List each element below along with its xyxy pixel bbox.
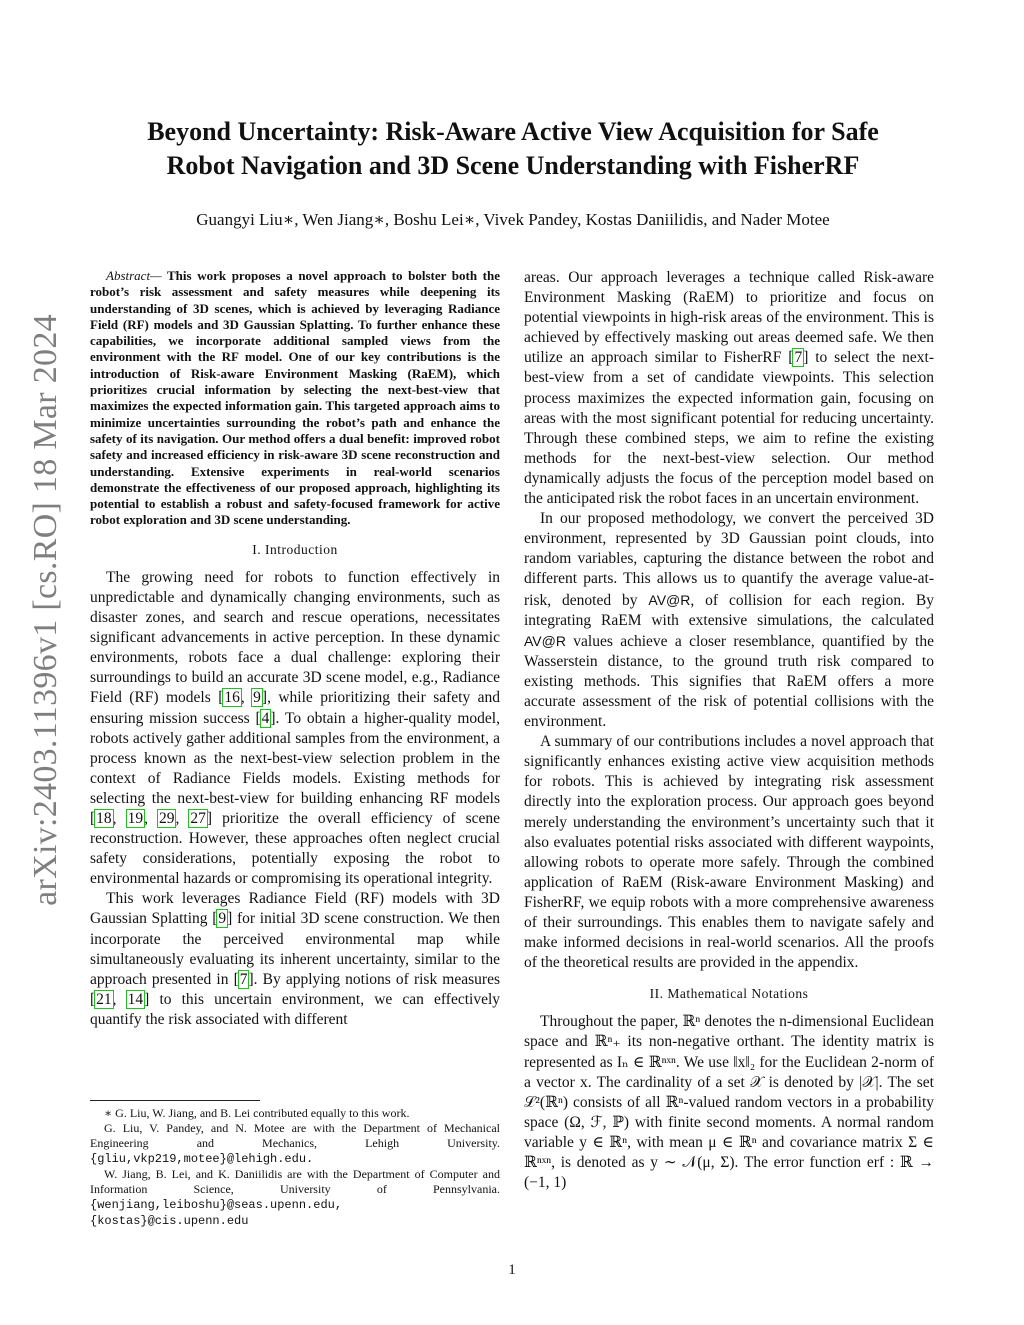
section-heading-introduction: I. Introduction [252, 541, 338, 557]
footnotes [90, 1106, 500, 1229]
footnote-upenn [90, 1167, 500, 1229]
citation-link[interactable]: 29 [158, 809, 175, 827]
text-run: In our proposed methodology, we convert the perceived 3D environment, represented by 3D Gaussian point clouds, into random variables, capturing the distance between the robot and different parts. This allows us to quantify the average value-at-risk, denoted by [524, 510, 934, 609]
footnote-lehigh [90, 1121, 500, 1167]
text-run: ]. To obtain a higher-quality model, robots actively gather additional samples from the environment, a process known as the next-best-view selection problem in the context of Radiance Fields models. Existing methods for selecting the next-best-view for building enhancing RF models [ [90, 709, 500, 827]
text-run: W. Jiang, B. Lei, and K. Daniilidis are with the Department of Computer and Information Science, University of Pennsylvania. [90, 1167, 500, 1196]
citation-link[interactable]: 21 [96, 990, 112, 1008]
text-run: , of collision for each region. By integrating RaEM with extensive simulations, the calculated [524, 591, 934, 629]
right-paragraph-3: A summary of our contributions includes a novel approach that significantly enhances existing active view acquisition methods for robots. This is achieved by integrating risk assessment directly into the exploration process. Our approach goes beyond merely understanding the environment’s uncertainty such that it also evaluates potential risks associated with different waypoints, allowing robots to operate more safely. Through the combined application of RaEM (Risk-aware Environment Masking) and FisherRF, we equip robots with a more comprehensive awareness of their surroundings. This enables them to navigate safely and make informed decisions in real-world scenarios. All the proofs of the theoretical results are provided in the appendix. [524, 733, 934, 972]
email-cis[interactable]: {kostas}@cis.upenn.edu [90, 1214, 249, 1228]
section-heading-math: II. Mathematical Notations [649, 986, 809, 1002]
citation-link[interactable]: 18 [96, 809, 112, 827]
right-column [524, 268, 934, 1193]
citation-link[interactable]: 9 [253, 689, 261, 707]
citation-link[interactable]: 7 [794, 349, 803, 367]
citation-link[interactable]: 16 [224, 689, 240, 707]
right-paragraph-1 [524, 268, 934, 509]
text-run: ], while prioritizing their safety and ensuring mission success [ [90, 689, 500, 727]
page-number: 1 [508, 1262, 516, 1278]
citation-link[interactable]: 7 [239, 970, 248, 988]
citation-link[interactable]: 9 [218, 910, 227, 928]
abstract-lead: Abstract— [106, 268, 162, 283]
footnote-divider [90, 1100, 260, 1101]
citation-link[interactable]: 14 [127, 990, 144, 1008]
abstract [90, 268, 500, 529]
citation-link[interactable]: 19 [127, 809, 144, 827]
math-paragraph-1: Throughout the paper, ℝⁿ denotes the n-dimensional Euclidean space and ℝⁿ₊ its non-negative orthant. The identity matrix is represented as Iₙ ∈ ℝⁿˣⁿ. We use ‖x‖₂ for the Euclidean 2-norm of a vector x. The cardinality of a set 𝒳 is denoted by |𝒳|. The set ℒ²(ℝⁿ) consists of all ℝⁿ-valued random vectors in a probability space (Ω, ℱ, ℙ) with finite second moments. A normal random variable y ∈ ℝⁿ, with mean μ ∈ ℝⁿ and covariance matrix Σ ∈ ℝⁿˣⁿ, is denoted as y ∼ 𝒩(μ, Σ). The error function erf : ℝ → (−1, 1) [524, 1013, 934, 1192]
title-line-1: Beyond Uncertainty: Risk-Aware Active View Acquisition for Safe [147, 117, 879, 146]
citation-link[interactable]: 4 [261, 709, 270, 727]
text-run: areas. Our approach leverages a technique called Risk-aware Environment Masking (RaEM) to prioritize and focus on potential viewpoints in high-risk areas of the environment. This is achieved by effectively masking out areas deemed safe. We then utilize an approach similar to FisherRF [ [524, 269, 934, 367]
left-column [90, 268, 500, 1030]
avr-symbol: AV@R [648, 591, 691, 608]
citation-link[interactable]: 27 [190, 809, 206, 827]
arxiv-sidebar [16, 260, 76, 960]
right-paragraph-2 [524, 509, 934, 732]
title-line-2: Robot Navigation and 3D Scene Understanding with FisherRF [166, 151, 860, 180]
text-run: The growing need for robots to function effectively in unpredictable and dynamically changing environments, such as disaster zones, and search and rescue operations, necessitates significant advancements in active perception. In these dynamic environments, robots face a dual challenge: exploring their surroundings to build an accurate 3D scene model, e.g., Radiance Field (RF) models [90, 568, 500, 707]
text-run: ] to this uncertain environment, we can effectively quantify the risk associated with different [90, 990, 501, 1028]
avr-symbol: AV@R [524, 632, 566, 649]
text-run: This work leverages Radiance Field (RF) models with 3D Gaussian Splatting [ [90, 890, 500, 928]
text-run: ] prioritize the overall efficiency of scene reconstruction. However, these approaches often neglect crucial safety considerations, potentially exposing the robot to environmental hazards or compromising its operational integrity. [90, 809, 501, 888]
text-run: ] to select the next-best-view from a set of candidate viewpoints. This selection process maximizes the expected information gain, focusing on areas with the most significant potential for reducing uncertainty. Through these combined steps, we aim to refine the existing methods for the next-best-view selection. Our method dynamically adjusts the focus of the perception model based on the anticipated risk the robot faces in an uncertain environment. [524, 349, 934, 508]
email-seas[interactable]: {wenjiang,leiboshu}@seas.upenn.edu, [90, 1198, 343, 1212]
paper-title [100, 115, 926, 183]
abstract-text: This work proposes a novel approach to bolster both the robot’s risk assessment and safety measures while deepening its understanding of 3D scenes, which is achieved by leveraging Radiance Field (RF) models and 3D Gaussian Splatting. To further enhance these capabilities, we incorporate additional sampled views from the environment with the RF model. One of our key contributions is the introduction of Risk-aware Environment Masking (RaEM), which prioritizes crucial information by selecting the next-best-view that maximizes the expected information gain. This targeted approach aims to minimize uncertainties surrounding the robot’s path and enhance the safety of its navigation. Our method offers a dual benefit: improved robot safety and increased efficiency in risk-aware 3D scene reconstruction and understanding. Extensive experiments in real-world scenarios demonstrate the effectiveness of our proposed approach, highlighting its potential to establish a robust and safety-focused framework for active robot exploration and 3D scene understanding. [90, 268, 500, 528]
text-run: values achieve a closer resemblance, quantified by the Wasserstein distance, to the ground truth risk compared to existing methods. This signifies that RaEM offers a more accurate assessment of the risk of potential collisions with the environment. [524, 632, 934, 731]
email-lehigh[interactable]: {gliu,vkp219,motee}@lehigh.edu. [90, 1152, 314, 1166]
intro-paragraph-1: The growing need for robots to function effectively in unpredictable and dynamically changing environments, such as disaster zones, and search and rescue operations, necessitates significant advancements in active perception. In these dynamic environments, robots face a dual challenge: exploring their surroundings to build an accurate 3D scene model, e.g., Radiance Field (RF) models [16, 9], while prioritizing their safety and ensuring mission success [4]. To obtain a higher-quality model, robots actively gather additional samples from the environment, a process known as the next-best-view selection problem in the context of Radiance Fields models. Existing methods for selecting the next-best-view for building enhancing RF models [18, 19, 29, 27] prioritize the overall efficiency of scene reconstruction. However, these approaches often neglect crucial safety considerations, potentially exposing the robot to environmental hazards or compromising its operational integrity. [90, 568, 501, 888]
text-run: ]. By applying notions of risk measures [ [90, 970, 500, 1008]
intro-paragraph-2: This work leverages Radiance Field (RF) models with 3D Gaussian Splatting [9] for initial 3D scene construction. We then incorporate the perceived environmental map while simultaneously evaluating its inherent uncertainty, similar to the approach presented in [7]. By applying notions of risk measures [21, 14] to this uncertain environment, we can effectively quantify the risk associated with different [90, 890, 501, 1028]
text-run: ] for initial 3D scene construction. We then incorporate the perceived environmental map while simultaneously evaluating its inherent uncertainty, similar to the approach presented in [ [90, 910, 500, 988]
arxiv-id: arXiv:2403.11396v1 [cs.RO] 18 Mar 2024 [27, 314, 64, 906]
author-list: Guangyi Liu∗, Wen Jiang∗, Boshu Lei∗, Vivek Pandey, Kostas Daniilidis, and Nader Motee [196, 210, 830, 229]
footnote-equal-contribution: ∗ G. Liu, W. Jiang, and B. Lei contributed equally to this work. [104, 1106, 410, 1120]
text-run: G. Liu, V. Pandey, and N. Motee are with the Department of Mechanical Engineering and Mechanics, Lehigh University. [90, 1121, 500, 1150]
